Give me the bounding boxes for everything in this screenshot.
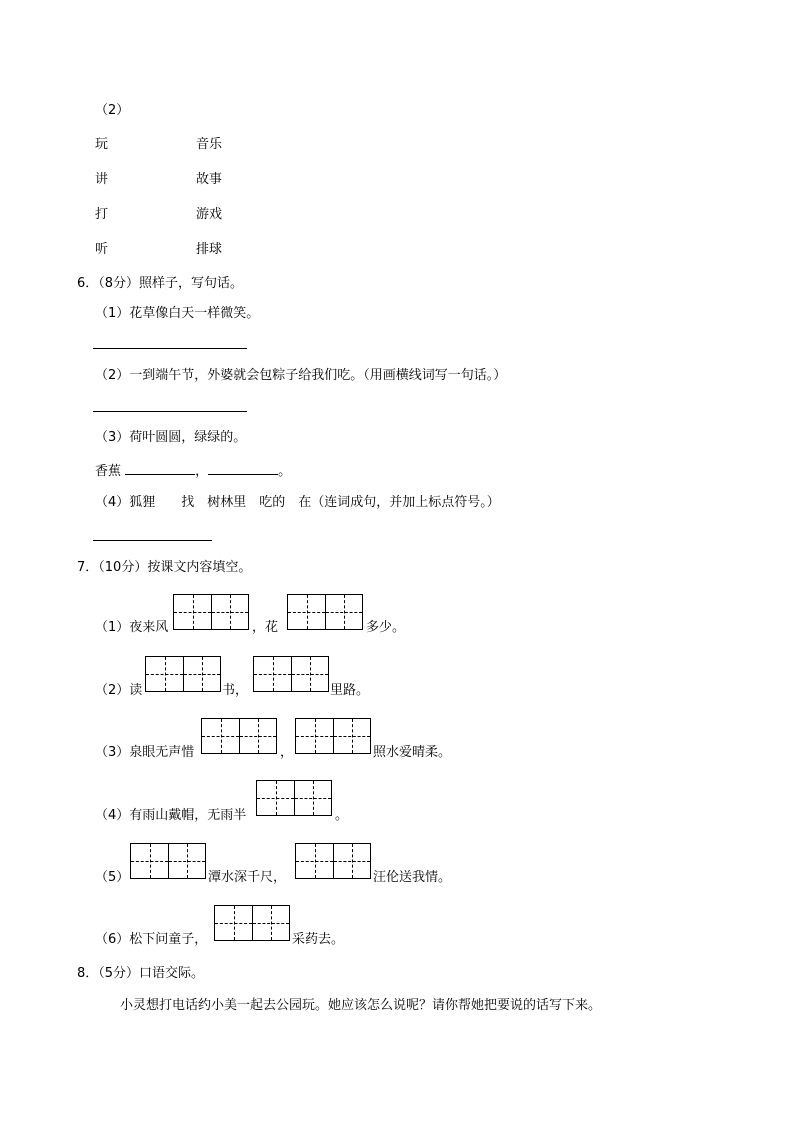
q7-item-1-grid-2[interactable] [287, 594, 363, 630]
q6-answer-line-1[interactable] [93, 348, 247, 349]
q7-item-6-grid-1[interactable] [214, 905, 290, 941]
q7-item-5-c: 汪伦送我情。 [373, 870, 452, 885]
q7-item-2-a: （2）读 [95, 683, 143, 698]
q6-banana-prefix: 香蕉 [95, 464, 122, 479]
q7-header: 7．（10分）按课文内容填空。 [77, 560, 252, 575]
q7-item-3-b: ， [280, 745, 294, 760]
q6-banana-blank-1[interactable] [125, 462, 195, 475]
q7-item-4-b: 。 [335, 808, 349, 823]
q7-item-3-a: （3）泉眼无声惜 [95, 745, 195, 760]
q7-item-6-a: （6）松下问童子， [95, 932, 208, 947]
q5-left-1: 玩 [95, 137, 109, 152]
q5-right-2: 故事 [196, 172, 223, 187]
q6-banana-row [95, 462, 291, 480]
q6-answer-line-2[interactable] [93, 411, 247, 412]
q5-left-3: 打 [95, 207, 109, 222]
q6-banana-sep: ， [195, 464, 209, 479]
q6-item-2: （2）一到端午节，外婆就会包粽子给我们吃。（用画横线词写一句话。） [95, 368, 507, 383]
q5-right-4: 排球 [196, 242, 223, 257]
q6-item-3: （3）荷叶圆圆，绿绿的。 [95, 430, 247, 445]
q8-header: 8．（5分）口语交际。 [77, 966, 205, 981]
q7-item-3-grid-1[interactable] [201, 718, 277, 754]
q7-item-4-a: （4）有雨山戴帽，无雨半 [95, 808, 247, 823]
q7-item-4-grid-1[interactable] [256, 780, 332, 816]
q7-item-2-c: 里路。 [330, 683, 370, 698]
q7-item-3-grid-2[interactable] [295, 718, 371, 754]
q6-header: 6．（8分）照样子，写句话。 [77, 276, 244, 291]
q7-item-3-c: 照水爱晴柔。 [373, 745, 452, 760]
q6-banana-blank-2[interactable] [208, 462, 278, 475]
q6-item-4: （4）狐狸 找 树林里 吃的 在（连词成句，并加上标点符号。） [95, 495, 500, 510]
q7-item-2-grid-2[interactable] [253, 656, 329, 692]
q7-item-2-grid-1[interactable] [145, 656, 221, 692]
q5-left-4: 听 [95, 242, 109, 257]
q5-right-3: 游戏 [196, 207, 223, 222]
q6-item-1: （1）花草像白天一样微笑。 [95, 306, 260, 321]
q5-right-1: 音乐 [196, 137, 223, 152]
q7-item-5-grid-1[interactable] [130, 843, 206, 879]
q7-item-5-grid-2[interactable] [295, 843, 371, 879]
q7-item-5-b: 潭水深千尺， [208, 870, 287, 885]
q7-item-5-a: （5） [95, 870, 130, 885]
q7-item-1-c: 多少。 [366, 620, 406, 635]
q6-answer-line-4[interactable] [93, 540, 212, 541]
q5-left-2: 讲 [95, 172, 109, 187]
q7-item-6-b: 采药去。 [292, 932, 345, 947]
q8-prompt: 小灵想打电话约小美一起去公园玩。她应该怎么说呢？请你帮她把要说的话写下来。 [120, 998, 602, 1013]
q5-sub-label: （2） [95, 103, 130, 118]
q6-banana-end: 。 [278, 464, 292, 479]
q7-item-1-grid-1[interactable] [173, 594, 249, 630]
q7-item-2-b: 书， [222, 683, 249, 698]
q7-item-1-b: ，花 [252, 620, 279, 635]
q7-item-1-a: （1）夜来风 [95, 620, 169, 635]
